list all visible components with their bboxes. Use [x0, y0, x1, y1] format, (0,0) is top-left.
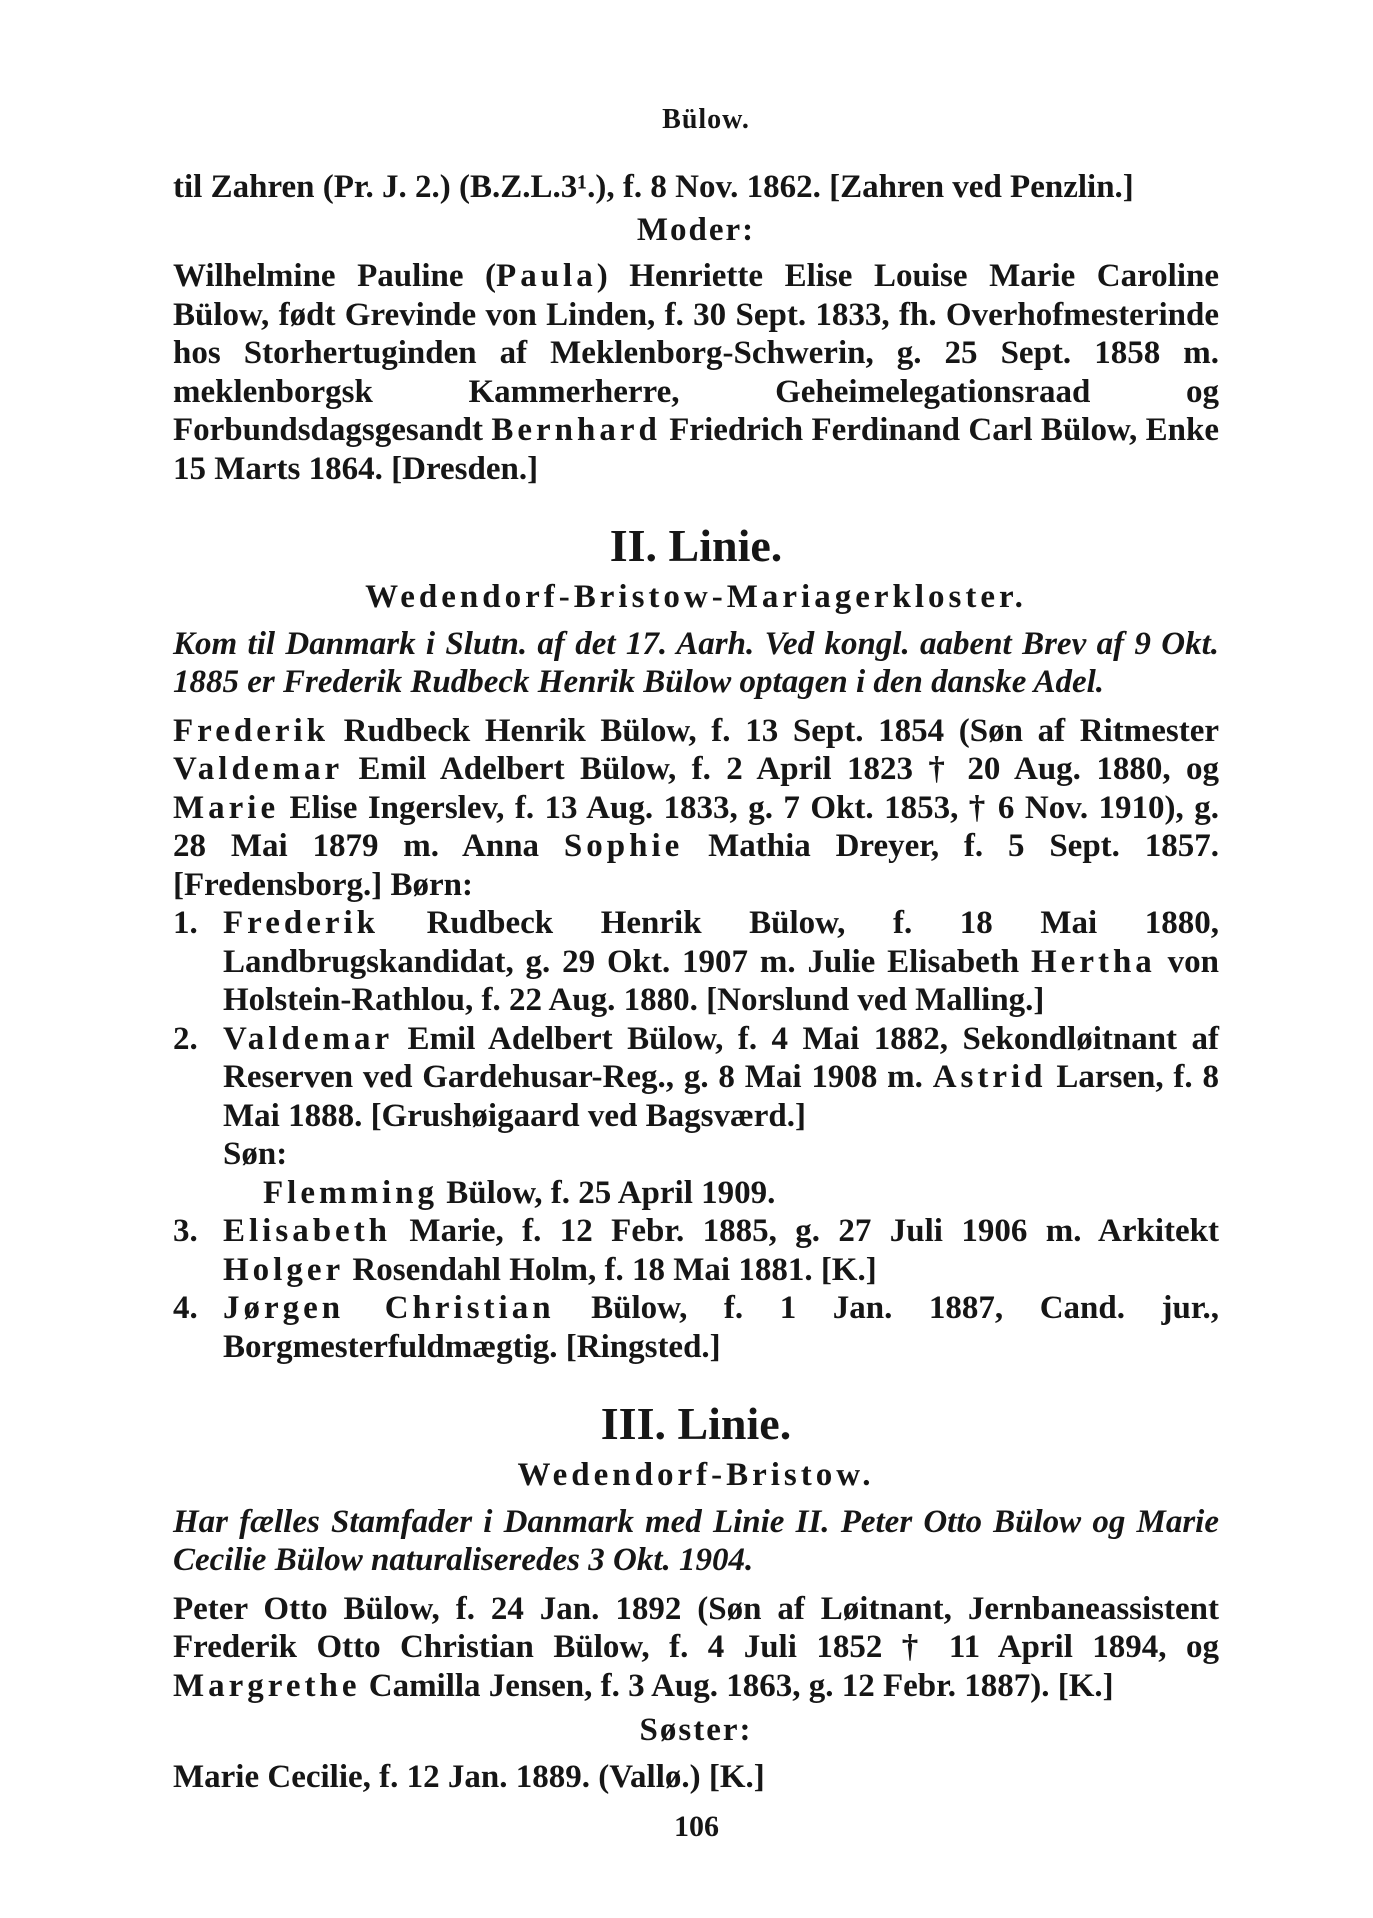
grandson-entry: Flemming Bülow, f. 25 April 1909.	[263, 1174, 776, 1211]
page-number: 106	[674, 1810, 719, 1843]
linie-2-subtitle: Wedendorf-Bristow-Mariagerkloster.	[365, 579, 1027, 615]
moder-label: Moder:	[636, 211, 756, 248]
linie-3-paragraph: Peter Otto Bülow, f. 24 Jan. 1892 (Søn af Løitnant, Jernbaneassistent Frederik Otto Christian Bülow, f. 4 Juli 1852 † 11 April 1894, og Margrethe Camilla Jensen, f. 3 Aug. 1863, g. 12 Febr. 1887). [K.]	[173, 1590, 1219, 1704]
linie-2-paragraph: Frederik Rudbeck Henrik Bülow, f. 13 Sept. 1854 (Søn af Ritmester Valdemar Emil Adelbert Bülow, f. 2 April 1823 † 20 Aug. 1880, og Marie Elise Ingerslev, f. 13 Aug. 1833, g. 7 Okt. 1853, † 6 Nov. 1910), g. 28 Mai 1879 m. Anna Sophie Mathia Dreyer, f. 5 Sept. 1857. [Fredensborg.] Børn:	[173, 712, 1219, 903]
child-entry: 4. Jørgen Christian Bülow, f. 1 Jan. 1887, Cand. jur., Borgmesterfuldmægtig. [Ringsted.]	[173, 1290, 1219, 1365]
linie-2-note: Kom til Danmark i Slutn. af det 17. Aarh. Ved kongl. aabent Brev af 9 Okt. 1885 er Frederik Rudbeck Henrik Bülow optagen i den danske Adel.	[173, 625, 1219, 700]
linie-3-title: III. Linie.	[600, 1398, 792, 1449]
linie-3-note: Har fælles Stamfader i Danmark med Linie II. Peter Otto Bülow og Marie Cecilie Bülow naturaliseredes 3 Okt. 1904.	[173, 1503, 1219, 1578]
child-entry: 2. Valdemar Emil Adelbert Bülow, f. 4 Mai 1882, Sekondløitnant af Reserven ved Gardehusar-Reg., g. 8 Mai 1908 m. Astrid Larsen, f. 8 Mai 1888. [Grushøigaard ved Bagsværd.]	[173, 1020, 1219, 1134]
linie-2-title: II. Linie.	[609, 520, 783, 571]
linie-3-subtitle: Wedendorf-Bristow.	[517, 1457, 875, 1493]
moder-paragraph: Wilhelmine Pauline (Paula) Henriette Elise Louise Marie Caroline Bülow, født Grevinde von Linden, f. 30 Sept. 1833, fh. Overhofmesterinde hos Storhertuginden af Meklenborg-Schwerin, g. 25 Sept. 1858 m. meklenborgsk Kammerherre, Geheimelegationsraad og Forbundsdagsgesandt Bernhard Friedrich Ferdinand Carl Bülow, Enke 15 Marts 1864. [Dresden.]	[173, 258, 1220, 487]
child-entry: 3. Elisabeth Marie, f. 12 Febr. 1885, g. 27 Juli 1906 m. Arkitekt Holger Rosendahl Holm, f. 18 Mai 1881. [K.]	[173, 1213, 1219, 1288]
intro-line: til Zahren (Pr. J. 2.) (B.Z.L.3¹.), f. 8 Nov. 1862. [Zahren ved Penzlin.]	[173, 169, 1134, 205]
soster-entry: Marie Cecilie, f. 12 Jan. 1889. (Vallø.) [K.]	[173, 1758, 765, 1795]
child-entry: 1. Frederik Rudbeck Henrik Bülow, f. 18 Mai 1880, Landbrugskandidat, g. 29 Okt. 1907 m. Julie Elisabeth Hertha von Holstein-Rathlou, f. 22 Aug. 1880. [Norslund ved Malling.]	[173, 905, 1219, 1018]
soster-label: Søster:	[639, 1712, 753, 1748]
grandson-label: Søn:	[223, 1136, 288, 1172]
running-head: Bülow.	[662, 104, 750, 135]
